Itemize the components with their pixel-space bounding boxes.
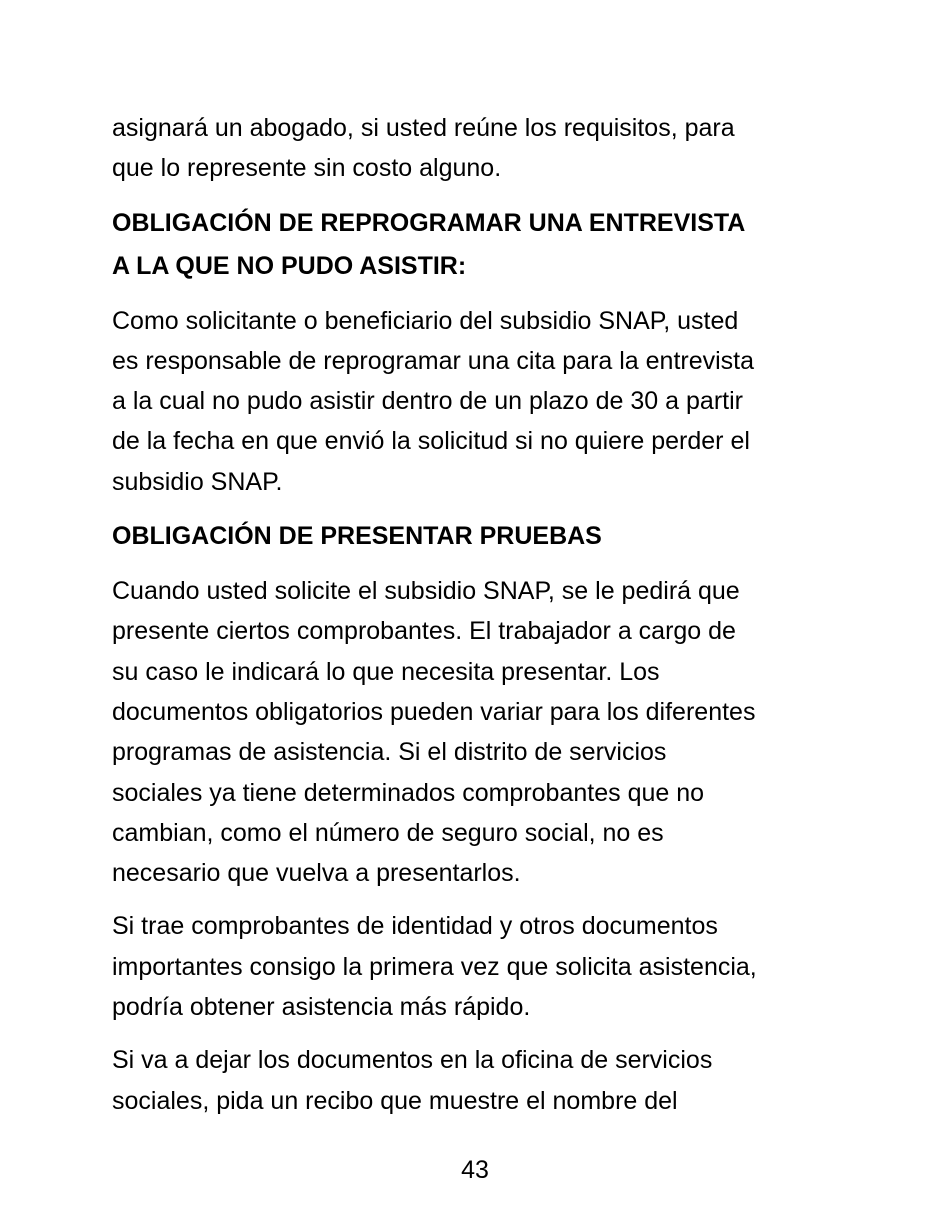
heading-reschedule-interview bbox=[112, 202, 842, 288]
text-line: cambian, como el número de seguro social, no es bbox=[112, 818, 664, 847]
text-line: Si trae comprobantes de identidad y otros documentos bbox=[112, 912, 718, 941]
text-line: es responsable de reprogramar una cita para la entrevista bbox=[112, 346, 755, 375]
paragraph-bring-documents bbox=[112, 906, 842, 1027]
text-line: asignará un abogado, si usted reúne los requisitos, para bbox=[112, 114, 735, 142]
text-line: podría obtener asistencia más rápido. bbox=[112, 993, 531, 1022]
text-line: de la fecha en que envió la solicitud si no quiere perder el bbox=[112, 427, 750, 456]
text-line: a la cual no pudo asistir dentro de un plazo de 30 a partir bbox=[112, 387, 743, 416]
text-line: documentos obligatorios pueden variar para los diferentes bbox=[112, 697, 756, 726]
text-line: que lo represente sin costo alguno. bbox=[112, 154, 502, 183]
text-line: Si va a dejar los documentos en la oficina de servicios bbox=[112, 1046, 713, 1075]
text-line: programas de asistencia. Si el distrito de servicios bbox=[112, 738, 667, 767]
paragraph-lawyer bbox=[112, 108, 842, 189]
text-line: su caso le indicará lo que necesita presentar. Los bbox=[112, 657, 660, 686]
text-line: sociales, pida un recibo que muestre el nombre del bbox=[112, 1086, 678, 1115]
paragraph-leave-documents bbox=[112, 1040, 842, 1121]
heading-present-proof bbox=[112, 515, 842, 558]
document-body bbox=[112, 108, 842, 1134]
text-line: importantes consigo la primera vez que solicita asistencia, bbox=[112, 952, 757, 981]
paragraph-proof bbox=[112, 571, 842, 893]
text-line: subsidio SNAP. bbox=[112, 467, 283, 496]
heading-line: A LA QUE NO PUDO ASISTIR: bbox=[112, 251, 467, 280]
text-line: Cuando usted solicite el subsidio SNAP, se le pedirá que bbox=[112, 577, 740, 606]
text-line: sociales ya tiene determinados comprobantes que no bbox=[112, 778, 705, 807]
text-line: presente ciertos comprobantes. El trabajador a cargo de bbox=[112, 617, 736, 646]
paragraph-reschedule bbox=[112, 301, 842, 502]
text-line: necesario que vuelva a presentarlos. bbox=[112, 859, 521, 888]
heading-line: OBLIGACIÓN DE PRESENTAR PRUEBAS bbox=[112, 522, 602, 551]
heading-line: OBLIGACIÓN DE REPROGRAMAR UNA ENTREVISTA bbox=[112, 208, 746, 237]
text-line: Como solicitante o beneficiario del subsidio SNAP, usted bbox=[112, 306, 739, 335]
page-number: 43 bbox=[461, 1156, 489, 1184]
